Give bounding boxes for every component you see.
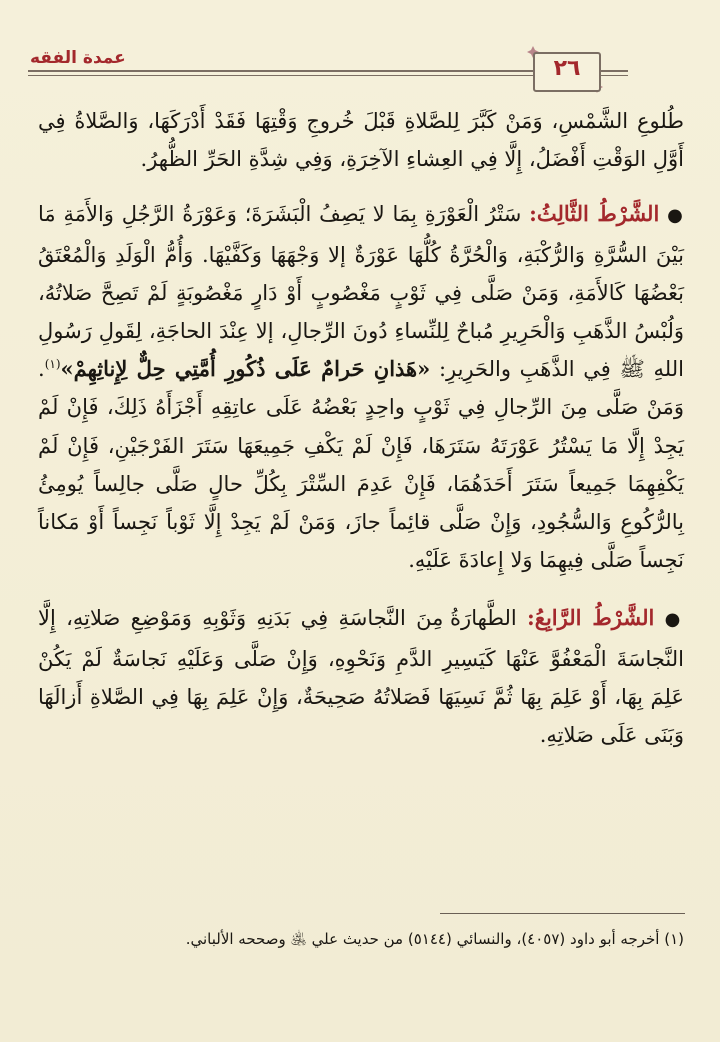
footnote-reference: (١) — [44, 357, 61, 372]
book-title: عمدة الفقه — [30, 48, 126, 68]
header-rule — [28, 70, 533, 72]
hadith-quote: «هَذانِ حَرامٌ عَلَى ذُكُورِ أُمَّتِي حِلٌّ لِإِناثِهِمْ» — [60, 356, 431, 382]
header-rule — [598, 70, 628, 72]
text-single-garment: . وَمَنْ صَلَّى مِنَ الرِّجالِ فِي ثَوْبٍ واحِدٍ بَعْضُهُ عَلَى عاتِقِهِ أَجْزَأَهُ ذَلِكَ، فَإِنْ لَمْ يَجِدْ إِلَّا مَا يَسْتُرُ عَوْرَتَهُ سَتَرَهَا، فَإِنْ لَمْ يَكْفِ جَمِيعَهَا سَتَرَ الفَرْجَيْنِ، فَإِنْ لَمْ يَكْفِهِمَا جَمِيعاً سَتَرَ أَحَدَهُمَا، فَإِنْ عَدِمَ السِّتْرَ بِكُلِّ حالٍ صَلَّى جالِساً يُومِئُ بِالرُّكُوعِ وَالسُّجُودِ، وَإِنْ صَلَّى قائِماً جازَ، وَمَنْ لَمْ يَجِدْ إِلَّا ثَوْباً نَجِساً أَوْ مَكاناً نَجِساً صَلَّى فِيهِمَا وَلا إِعادَةَ عَلَيْهِ. — [38, 357, 684, 573]
bullet-icon: ● — [667, 205, 684, 227]
footnote-separator — [440, 913, 685, 914]
page-header — [28, 40, 678, 90]
heading-third-condition: الشَّرْطُ الثَّالِثُ: — [529, 201, 660, 227]
paragraph-prayer-time: طُلوعِ الشَّمْسِ، وَمَنْ كَبَّرَ لِلصَّلاةِ قَبْلَ خُروجِ وَقْتِهَا فَقَدْ أَدْرَكَهَا، وَالصَّلاةُ فِي أَوَّلِ الوَقْتِ أَفْضَلُ، إِلَّا فِي العِشاءِ الآخِرَةِ، وَفِي شِدَّةِ الحَرِّ الظُّهرُ. — [38, 109, 684, 172]
paragraph-fourth-condition — [38, 599, 684, 754]
bullet-icon: ● — [664, 609, 684, 631]
main-text — [38, 102, 684, 754]
heading-fourth-condition: الشَّرْطُ الرَّابِعُ: — [527, 605, 655, 631]
text-purity: الطَّهارَةُ مِنَ النَّجاسَةِ فِي بَدَنِهِ وَثَوْبِهِ وَمَوْضِعِ صَلاتِهِ، إِلَّا النَّجاسَةَ الْمَعْفُوَّ عَنْهَا كَيَسِيرِ الدَّمِ وَنَحْوِهِ، وَإِنْ صَلَّى وَعَلَيْهِ نَجاسَةٌ لَمْ يَكُنْ عَلِمَ بِهَا، أَوْ عَلِمَ بِهَا ثُمَّ نَسِيَهَا فَصَلاتُهُ صَحِيحَةٌ، وَإِنْ عَلِمَ بِهَا فِي الصَّلاةِ أَزالَهَا وَبَنَى عَلَى صَلاتِهِ. — [38, 606, 684, 748]
header-rule — [28, 75, 533, 76]
page-number-frame — [533, 52, 601, 92]
page-number: ٢٦ — [553, 56, 581, 81]
footnote: (١) أخرجه أبو داود (٤٠٥٧)، والنسائي (٥١٤٤) من حديث علي ﵁ وصححه الألباني. — [185, 930, 684, 948]
header-rule — [598, 75, 628, 76]
text-covering-awrah: سَتْرُ الْعَوْرَةِ بِمَا لا يَصِفُ الْبَشَرَةَ؛ وَعَوْرَةُ الرَّجُلِ وَالأَمَةِ مَا بَيْنَ السُّرَّةِ وَالرُّكْبَةِ، وَالْحُرَّةُ كُلُّهَا عَوْرَةٌ إلا وَجْهَهَا وَكَفَّيْهَا. وَأُمُّ الْوَلَدِ وَالْمُعْتَقُ بَعْضُهَا كَالأَمَةِ، وَمَنْ صَلَّى فِي ثَوْبٍ مَغْصُوبٍ أَوْ دَارٍ مَغْصُوبَةٍ لَمْ تَصِحَّ صَلاتُهُ، وَلُبْسُ الذَّهَبِ وَالْحَرِيرِ مُباحٌ لِلنِّساءِ دُونَ الرِّجالِ، إلا عِنْدَ الحاجَةِ، لِقَولِ رَسُولِ اللهِ ﷺ فِي الذَّهَبِ والحَرِيرِ: — [38, 202, 684, 382]
paragraph-third-condition — [38, 195, 684, 579]
